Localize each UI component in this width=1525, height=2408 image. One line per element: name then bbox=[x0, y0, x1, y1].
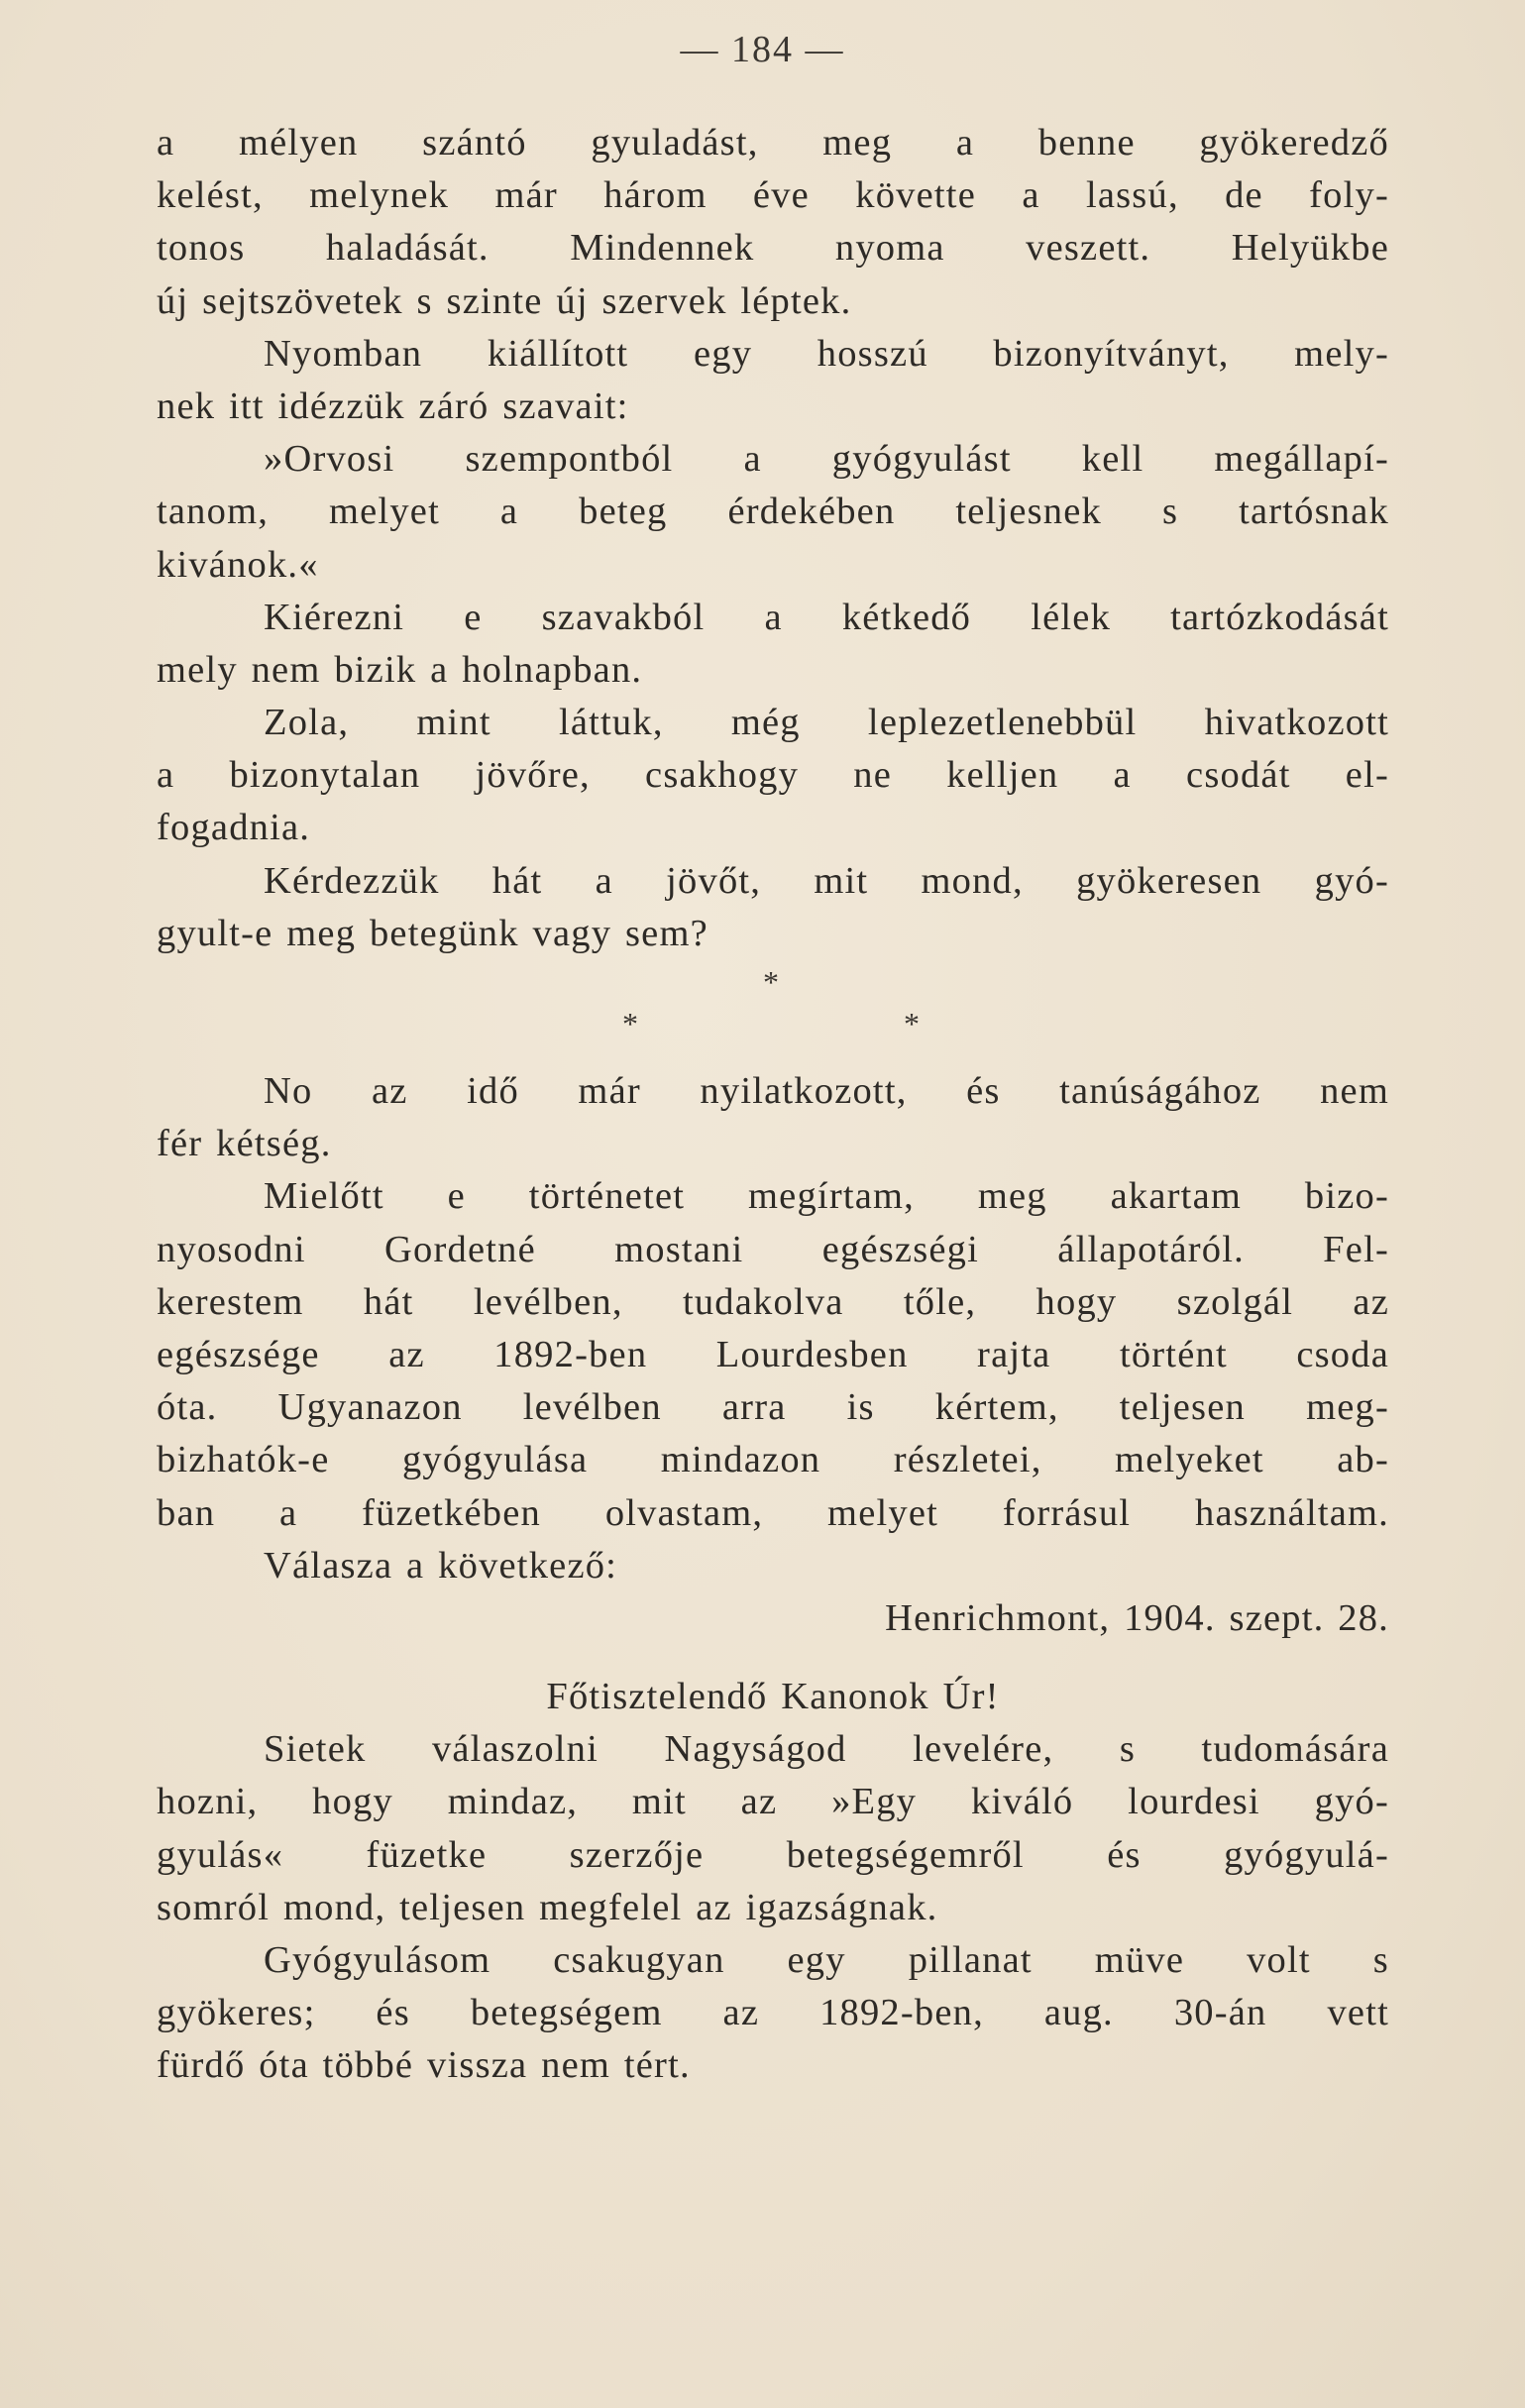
text-line: óta. Ugyanazon levélben arra is kértem, teljesen meg- bbox=[157, 1386, 1389, 1429]
text-line: fér kétség. bbox=[157, 1123, 332, 1165]
text-line: somról mond, teljesen megfelel az igazságnak. bbox=[157, 1886, 938, 1928]
text-line: a mélyen szántó gyuladást, meg a benne gyökeredző bbox=[157, 122, 1389, 164]
asterisk-left: * bbox=[622, 1006, 640, 1041]
text-line: a bizonytalan jövőre, csakhogy ne kelljen a csodát el- bbox=[157, 754, 1389, 797]
body-text bbox=[157, 117, 1389, 2093]
text-line: kelést, melynek már három éve követte a lassú, de foly- bbox=[157, 174, 1389, 217]
text-line: No az idő már nyilatkozott, és tanúságához nem bbox=[264, 1070, 1389, 1112]
text-line: Mielőtt e történetet megírtam, meg akartam bizo- bbox=[264, 1175, 1389, 1218]
text-line: Kiérezni e szavakból a kétkedő lélek tartózkodását bbox=[264, 596, 1389, 638]
page-number-header: — 184 — bbox=[680, 29, 845, 70]
text-line: Gyógyulásom csakugyan egy pillanat müve volt s bbox=[264, 1939, 1389, 1981]
text-line: gyulás« füzetke szerzője betegségemről és gyógyulá- bbox=[157, 1833, 1389, 1876]
text-line: hozni, hogy mindaz, mit az »Egy kiváló lourdesi gyó- bbox=[157, 1781, 1389, 1823]
asterisk-right: * bbox=[904, 1006, 922, 1041]
text-line: kerestem hát levélben, tudakolva tőle, hogy szolgál az bbox=[157, 1280, 1389, 1323]
text-line: nyosodni Gordetné mostani egészségi állapotáról. Fel- bbox=[157, 1228, 1389, 1270]
text-line: Kérdezzük hát a jövőt, mit mond, gyökeresen gyó- bbox=[264, 859, 1389, 902]
text-line: nek itt idézzük záró szavait: bbox=[157, 384, 629, 427]
asterisk-top: * bbox=[763, 964, 781, 1000]
text-line: Zola, mint láttuk, még leplezetlenebbül hivatkozott bbox=[264, 702, 1389, 744]
text-line: fürdő óta többé vissza nem tért. bbox=[157, 2044, 691, 2087]
text-line: kivánok.« bbox=[157, 543, 319, 586]
text-line: bizhatók-e gyógyulása mindazon részletei, melyeket ab- bbox=[157, 1439, 1389, 1481]
text-line: Sietek válaszolni Nagyságod levelére, s tudomására bbox=[264, 1728, 1389, 1771]
letter-dateline: Henrichmont, 1904. szept. 28. bbox=[885, 1596, 1389, 1639]
text-line: Nyomban kiállított egy hosszú bizonyítványt, mely- bbox=[264, 332, 1389, 375]
text-line: gyökeres; és betegségem az 1892-ben, aug. 30-án vett bbox=[157, 1992, 1389, 2034]
text-line: Válasza a következő: bbox=[264, 1544, 618, 1587]
text-line: tonos haladását. Mindennek nyoma veszett. Helyükbe bbox=[157, 227, 1389, 270]
text-line: egészsége az 1892-ben Lourdesben rajta történt csoda bbox=[157, 1333, 1389, 1375]
text-line: »Orvosi szempontból a gyógyulást kell megállapí- bbox=[264, 438, 1389, 481]
text-line: fogadnia. bbox=[157, 807, 311, 849]
text-line: új sejtszövetek s szinte új szervek léptek. bbox=[157, 279, 852, 322]
letter-salutation: Főtisztelendő Kanonok Úr! bbox=[546, 1676, 1000, 1718]
asterism-separator bbox=[157, 960, 1389, 1065]
text-line: ban a füzetkében olvastam, melyet forrásul használtam. bbox=[157, 1491, 1389, 1534]
text-line: gyult-e meg betegünk vagy sem? bbox=[157, 912, 708, 954]
text-line: tanom, melyet a beteg érdekében teljesnek s tartósnak bbox=[157, 491, 1389, 533]
text-line: mely nem bizik a holnapban. bbox=[157, 648, 643, 691]
